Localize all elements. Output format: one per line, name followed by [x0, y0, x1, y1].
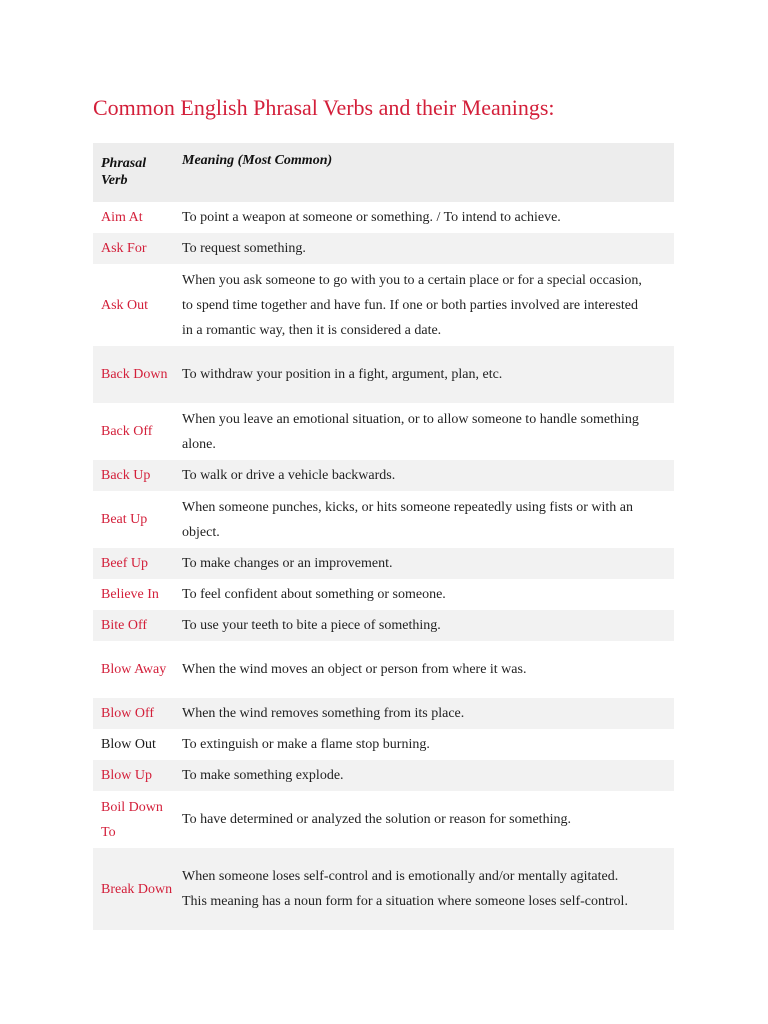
table-row	[93, 202, 674, 233]
verb-cell: Believe In	[101, 587, 159, 602]
verb-cell: Aim At	[101, 210, 143, 225]
verb-cell: Back Up	[101, 468, 151, 483]
meaning-cell: To use your teeth to bite a piece of something.	[182, 618, 441, 633]
table-row	[93, 729, 674, 760]
verb-cell: Beef Up	[101, 556, 149, 571]
meaning-cell: To have determined or analyzed the solution or reason for something.	[182, 812, 571, 827]
verb-cell: Back Down	[101, 367, 168, 382]
table-row	[93, 698, 674, 729]
meaning-cell: To withdraw your position in a fight, argument, plan, etc.	[182, 367, 503, 382]
verb-cell: Ask For	[101, 241, 147, 256]
meaning-cell: When someone punches, kicks, or hits someone repeatedly using fists or with an object.	[182, 499, 634, 540]
table-row	[93, 264, 674, 346]
meaning-cell: When the wind removes something from its place.	[182, 706, 465, 721]
phrasal-verbs-table	[93, 143, 674, 930]
meaning-cell: To extinguish or make a flame stop burning.	[182, 737, 430, 752]
table-row	[93, 233, 674, 264]
table-row	[93, 848, 674, 930]
table-row	[93, 760, 674, 791]
table-row	[93, 346, 674, 403]
meaning-cell: When you ask someone to go with you to a certain place or for a special occasion, to spend time together and have fun. If one or both parties involved are interested in a romantic way, then it is considered a date.	[182, 272, 642, 338]
verb-cell: Beat Up	[101, 512, 148, 527]
column-header-meaning: Meaning (Most Common)	[182, 153, 333, 168]
page-title: Common English Phrasal Verbs and their Meanings:	[93, 95, 555, 120]
table-row	[93, 403, 674, 460]
verb-cell: Back Off	[101, 424, 153, 439]
meaning-cell: When the wind moves an object or person from where it was.	[182, 662, 527, 677]
verb-cell: Blow Off	[101, 706, 155, 721]
meaning-cell: To make changes or an improvement.	[182, 556, 393, 571]
meaning-cell: To feel confident about something or someone.	[182, 587, 446, 602]
table-row	[93, 610, 674, 641]
meaning-cell: When someone loses self-control and is emotionally and/or mentally agitated. This meaning has a noun form for a situation where someone loses self-control.	[182, 869, 628, 909]
meaning-cell: To walk or drive a vehicle backwards.	[182, 468, 396, 483]
verb-cell: Blow Up	[101, 768, 152, 783]
verb-cell: Blow Out	[101, 737, 156, 752]
meaning-cell: When you leave an emotional situation, or to allow someone to handle something alone.	[182, 411, 639, 452]
verb-cell: Blow Away	[101, 662, 167, 677]
table-row	[93, 491, 674, 548]
table-row	[93, 548, 674, 579]
table-row	[93, 791, 674, 848]
verb-cell: Bite Off	[101, 618, 148, 633]
table-row	[93, 641, 674, 698]
verb-cell: Break Down	[101, 881, 173, 897]
table-row	[93, 579, 674, 610]
meaning-cell: To point a weapon at someone or something. / To intend to achieve.	[182, 210, 561, 225]
column-header-verb: Phrasal Verb	[101, 156, 147, 188]
table-row	[93, 460, 674, 491]
verb-cell: Ask Out	[101, 297, 149, 313]
meaning-cell: To make something explode.	[182, 768, 344, 783]
meaning-cell: To request something.	[182, 241, 306, 256]
table-header-row	[93, 143, 674, 202]
verb-cell: Boil Down To	[101, 799, 163, 840]
